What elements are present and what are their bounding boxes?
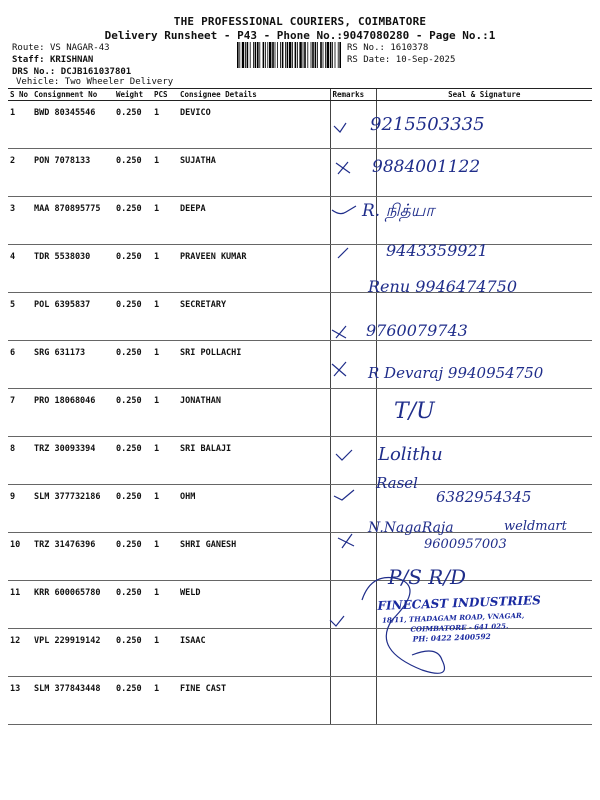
barcode-bar bbox=[267, 42, 268, 68]
vehicle-value: Two Wheeler Delivery bbox=[64, 77, 174, 87]
barcode-bar bbox=[272, 42, 274, 68]
cell-seal bbox=[376, 437, 592, 485]
barcode-bar bbox=[320, 42, 322, 68]
signature-6: 9760079743 bbox=[366, 321, 468, 340]
barcode-bar bbox=[285, 42, 286, 68]
cell-consignee: JONATHAN bbox=[178, 389, 330, 437]
barcode-bar bbox=[269, 42, 271, 68]
rs-date-line bbox=[347, 54, 455, 66]
signature-10-name: Rasel bbox=[376, 474, 418, 492]
table-row bbox=[8, 437, 592, 485]
barcode-bar bbox=[323, 42, 324, 68]
barcode-bar bbox=[253, 42, 254, 68]
cell-remarks bbox=[330, 485, 376, 533]
cell-consignment: VPL 229919142 bbox=[32, 629, 114, 677]
signature-9: Lolithu bbox=[378, 444, 443, 465]
cell-seal bbox=[376, 341, 592, 389]
cell-sno: 2 bbox=[8, 149, 32, 197]
cell-sno: 12 bbox=[8, 629, 32, 677]
cell-sno: 5 bbox=[8, 293, 32, 341]
cell-pcs: 1 bbox=[152, 677, 178, 725]
cell-remarks bbox=[330, 149, 376, 197]
cell-remarks bbox=[330, 629, 376, 677]
cell-consignee: FINE CAST bbox=[178, 677, 330, 725]
barcode-bar bbox=[332, 42, 333, 68]
signature-11-phone: 9600957003 bbox=[424, 537, 507, 552]
table-header-row bbox=[8, 89, 592, 101]
signature-7: R Devaraj 9940954750 bbox=[368, 364, 544, 382]
barcode-bar bbox=[255, 42, 257, 68]
cell-pcs: 1 bbox=[152, 389, 178, 437]
cell-remarks bbox=[330, 677, 376, 725]
cell-weight: 0.250 bbox=[114, 245, 152, 293]
cell-sno: 3 bbox=[8, 197, 32, 245]
barcode-bar bbox=[299, 42, 301, 68]
table-row bbox=[8, 533, 592, 581]
cell-consignee: ISAAC bbox=[178, 629, 330, 677]
cell-seal bbox=[376, 101, 592, 149]
cell-consignment: TRZ 31476396 bbox=[32, 533, 114, 581]
rs-no-line bbox=[347, 42, 428, 54]
cell-consignment: TRZ 30093394 bbox=[32, 437, 114, 485]
barcode-bar bbox=[277, 42, 278, 68]
col-weight: Weight bbox=[114, 89, 152, 101]
cell-sno: 4 bbox=[8, 245, 32, 293]
company-title: THE PROFESSIONAL COURIERS, COIMBATORE bbox=[173, 15, 427, 28]
cell-sno: 13 bbox=[8, 677, 32, 725]
barcode-bar bbox=[312, 42, 314, 68]
cell-seal bbox=[376, 485, 592, 533]
cell-consignee: DEEPA bbox=[178, 197, 330, 245]
barcode-bar bbox=[292, 42, 293, 68]
barcode-bar bbox=[275, 42, 276, 68]
cell-weight: 0.250 bbox=[114, 581, 152, 629]
barcode-bar bbox=[282, 42, 284, 68]
signature-8: T/U bbox=[394, 399, 435, 424]
cell-pcs: 1 bbox=[152, 581, 178, 629]
route-line bbox=[12, 42, 110, 54]
barcode-bar bbox=[289, 42, 291, 68]
barcode-bar bbox=[295, 42, 297, 68]
cell-consignee: PRAVEEN KUMAR bbox=[178, 245, 330, 293]
signature-12: P/S R/D bbox=[388, 565, 467, 589]
col-sno: S No bbox=[8, 89, 32, 101]
cell-consignee: SUJATHA bbox=[178, 149, 330, 197]
table-row bbox=[8, 101, 592, 149]
cell-remarks bbox=[330, 341, 376, 389]
barcode-bar bbox=[280, 42, 281, 68]
cell-remarks bbox=[330, 101, 376, 149]
barcode-bar bbox=[259, 42, 260, 68]
cell-sno: 6 bbox=[8, 341, 32, 389]
barcode-bar bbox=[239, 42, 240, 68]
barcode-bar bbox=[245, 42, 246, 68]
cell-consignment: SLM 377843448 bbox=[32, 677, 114, 725]
vehicle-line bbox=[16, 76, 173, 88]
cell-seal bbox=[376, 389, 592, 437]
cell-seal bbox=[376, 533, 592, 581]
cell-weight: 0.250 bbox=[114, 149, 152, 197]
cell-weight: 0.250 bbox=[114, 533, 152, 581]
barcode-bar bbox=[327, 42, 329, 68]
cell-consignment: KRR 600065780 bbox=[32, 581, 114, 629]
barcode-bar bbox=[265, 42, 266, 68]
barcode-bar bbox=[237, 42, 239, 68]
signature-1: 9215503335 bbox=[370, 114, 485, 135]
col-consignee: Consignee Details bbox=[178, 89, 330, 101]
col-remarks: Remarks bbox=[330, 89, 376, 101]
rs-date-value: 10-Sep-2025 bbox=[395, 55, 456, 65]
barcode-bar bbox=[297, 42, 298, 68]
table-row bbox=[8, 245, 592, 293]
cell-pcs: 1 bbox=[152, 629, 178, 677]
cell-seal bbox=[376, 245, 592, 293]
cell-seal bbox=[376, 677, 592, 725]
barcode-bar bbox=[250, 42, 251, 68]
cell-pcs: 1 bbox=[152, 485, 178, 533]
cell-pcs: 1 bbox=[152, 101, 178, 149]
cell-seal bbox=[376, 149, 592, 197]
cell-weight: 0.250 bbox=[114, 437, 152, 485]
signature-10-phone: 6382954345 bbox=[436, 488, 532, 506]
cell-consignment: TDR 5538030 bbox=[32, 245, 114, 293]
cell-consignment: POL 6395837 bbox=[32, 293, 114, 341]
cell-seal bbox=[376, 581, 592, 629]
cell-sno: 9 bbox=[8, 485, 32, 533]
barcode-bar bbox=[338, 42, 339, 68]
rs-no-value: 1610378 bbox=[390, 43, 429, 53]
table-row bbox=[8, 485, 592, 533]
runsheet-table bbox=[8, 88, 592, 725]
cell-pcs: 1 bbox=[152, 245, 178, 293]
cell-consignment: PON 7078133 bbox=[32, 149, 114, 197]
route-label: Route: bbox=[12, 43, 45, 53]
col-seal: Seal & Signature bbox=[376, 89, 592, 101]
cell-remarks bbox=[330, 293, 376, 341]
cell-consignee: SRI BALAJI bbox=[178, 437, 330, 485]
cell-weight: 0.250 bbox=[114, 101, 152, 149]
barcode-bar bbox=[307, 42, 308, 68]
table-row bbox=[8, 197, 592, 245]
route-value: VS NAGAR-43 bbox=[49, 43, 110, 53]
cell-pcs: 1 bbox=[152, 437, 178, 485]
table-row bbox=[8, 341, 592, 389]
cell-consignment: SLM 377732186 bbox=[32, 485, 114, 533]
barcode-bar bbox=[247, 42, 249, 68]
barcode-bar bbox=[335, 42, 336, 68]
barcode-bar bbox=[263, 42, 265, 68]
cell-remarks bbox=[330, 389, 376, 437]
cell-consignee: SHRI GANESH bbox=[178, 533, 330, 581]
cell-seal bbox=[376, 293, 592, 341]
table-row bbox=[8, 389, 592, 437]
cell-sno: 11 bbox=[8, 581, 32, 629]
cell-consignment: SRG 631173 bbox=[32, 341, 114, 389]
stamp-name: FINECAST INDUSTRIES bbox=[377, 593, 542, 613]
cell-weight: 0.250 bbox=[114, 293, 152, 341]
staff-value: KRISHNAN bbox=[49, 55, 94, 65]
cell-seal bbox=[376, 197, 592, 245]
drs-value: DCJB161037801 bbox=[60, 67, 132, 77]
barcode-bar bbox=[315, 42, 317, 68]
cell-remarks bbox=[330, 533, 376, 581]
col-pcs: PCS bbox=[152, 89, 178, 101]
cell-weight: 0.250 bbox=[114, 341, 152, 389]
cell-consignment: PRO 18068046 bbox=[32, 389, 114, 437]
cell-remarks bbox=[330, 245, 376, 293]
runsheet-subtitle: Delivery Runsheet - P43 - Phone No.:9047080280 - Page No.:1 bbox=[104, 29, 496, 42]
table-row bbox=[8, 293, 592, 341]
cell-consignment: BWD 80345546 bbox=[32, 101, 114, 149]
cell-consignee: DEVICO bbox=[178, 101, 330, 149]
signature-2: 9884001122 bbox=[372, 157, 481, 177]
barcode-bar bbox=[317, 42, 318, 68]
cell-pcs: 1 bbox=[152, 533, 178, 581]
barcode bbox=[236, 42, 342, 68]
staff-line bbox=[12, 54, 93, 66]
cell-remarks bbox=[330, 197, 376, 245]
signature-4: 9443359921 bbox=[386, 241, 488, 260]
cell-sno: 1 bbox=[8, 101, 32, 149]
cell-weight: 0.250 bbox=[114, 389, 152, 437]
barcode-bar bbox=[303, 42, 304, 68]
table-row bbox=[8, 581, 592, 629]
stamp-phone: PH: 0422 2400592 bbox=[412, 631, 491, 644]
signature-11-name: N.NagaRaja bbox=[368, 520, 454, 536]
staff-label: Staff: bbox=[12, 55, 45, 65]
cell-remarks bbox=[330, 581, 376, 629]
stamp-city: COIMBATORE - 641 025. bbox=[410, 621, 509, 634]
cell-sno: 10 bbox=[8, 533, 32, 581]
cell-sno: 8 bbox=[8, 437, 32, 485]
cell-weight: 0.250 bbox=[114, 629, 152, 677]
stamp-address: 18/11, THADAGAM ROAD, VNAGAR, bbox=[381, 610, 525, 625]
vehicle-label: Vehicle: bbox=[16, 77, 60, 87]
table-row bbox=[8, 629, 592, 677]
barcode-bar bbox=[325, 42, 326, 68]
barcode-bar bbox=[242, 42, 244, 68]
barcode-bar bbox=[311, 42, 312, 68]
cell-sno: 7 bbox=[8, 389, 32, 437]
table-row bbox=[8, 677, 592, 725]
cell-consignment: MAA 870895775 bbox=[32, 197, 114, 245]
signature-3: R. நித்யா bbox=[362, 201, 435, 221]
barcode-bar bbox=[304, 42, 306, 68]
rs-date-label: RS Date: bbox=[347, 55, 391, 65]
rs-no-label: RS No.: bbox=[347, 43, 385, 53]
table-row bbox=[8, 149, 592, 197]
cell-consignee: SECRETARY bbox=[178, 293, 330, 341]
cell-consignee: OHM bbox=[178, 485, 330, 533]
barcode-bar bbox=[287, 42, 289, 68]
barcode-bar bbox=[330, 42, 332, 68]
col-consignment: Consignment No bbox=[32, 89, 114, 101]
cell-consignee: SRI POLLACHI bbox=[178, 341, 330, 389]
cell-consignee: WELD bbox=[178, 581, 330, 629]
signature-11-note: weldmart bbox=[504, 519, 567, 534]
cell-pcs: 1 bbox=[152, 149, 178, 197]
barcode-bar bbox=[339, 42, 341, 68]
signature-5: Renu 9946474750 bbox=[368, 277, 518, 296]
cell-seal bbox=[376, 629, 592, 677]
cell-weight: 0.250 bbox=[114, 197, 152, 245]
cell-pcs: 1 bbox=[152, 197, 178, 245]
cell-pcs: 1 bbox=[152, 341, 178, 389]
cell-remarks bbox=[330, 437, 376, 485]
drs-label: DRS No.: bbox=[12, 67, 56, 77]
cell-weight: 0.250 bbox=[114, 485, 152, 533]
cell-pcs: 1 bbox=[152, 293, 178, 341]
barcode-bar bbox=[257, 42, 259, 68]
cell-weight: 0.250 bbox=[114, 677, 152, 725]
